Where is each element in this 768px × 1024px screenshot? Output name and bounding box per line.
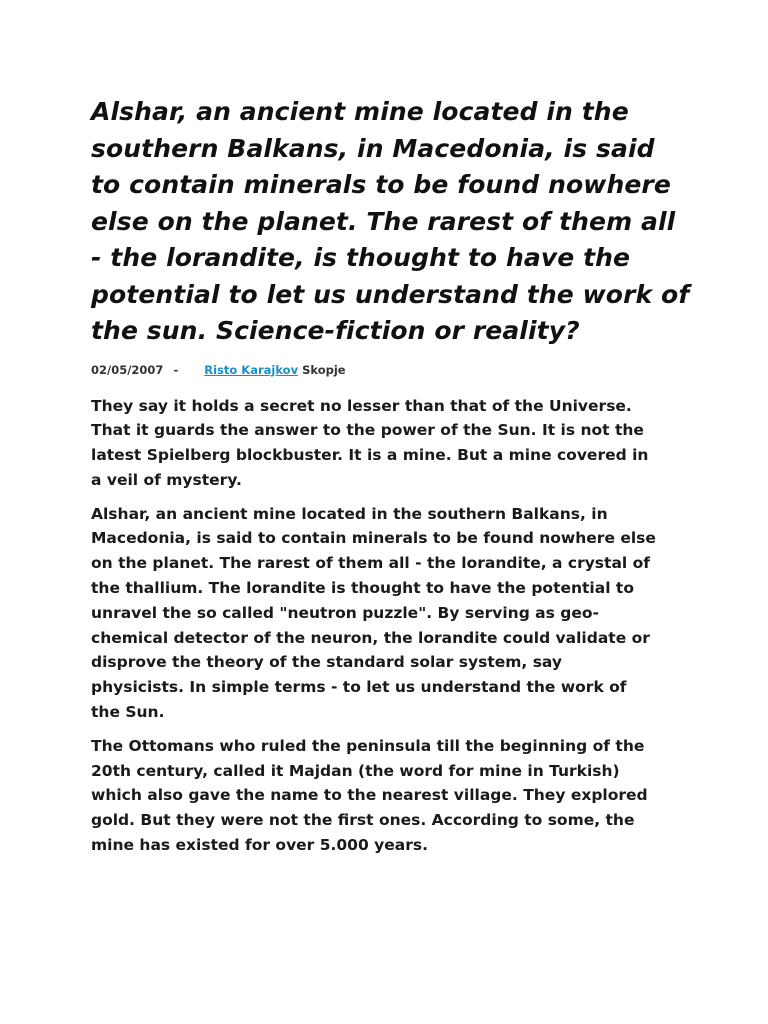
publish-date: 02/05/2007 — [91, 362, 164, 377]
article-body — [91, 394, 691, 858]
byline-separator: - — [173, 362, 179, 377]
article-headline: Alshar, an ancient mine located in the southern Balkans, in Macedonia, is said to contain minerals to be found nowhere else on the planet. The rarest of them all - the lorandite, is thought to have the potential to let us understand the work of the sun. Science-fiction or reality? — [91, 97, 690, 345]
article-paragraph: They say it holds a secret no lesser than that of the Universe. That it guards the answer to the power of the Sun. It is not the latest Spielberg blockbuster. It is a mine. But a mine covered in a veil of mystery. — [91, 396, 649, 489]
article-paragraph: Alshar, an ancient mine located in the southern Balkans, in Macedonia, is said to contain minerals to be found nowhere else on the planet. The rarest of them all - the lorandite, a crystal of the thallium. The lorandite is thought to have the potential to unravel the so called "neutron puzzle". By serving as geo-chemical detector of the neuron, the lorandite could validate or disprove the theory of the standard solar system, say physicists. In simple terms - to let us understand the work of the Sun. — [91, 504, 656, 722]
article-page — [91, 94, 691, 867]
author-link[interactable]: Risto Karajkov — [204, 362, 299, 377]
byline-location: Skopje — [302, 362, 346, 377]
article-byline — [91, 362, 691, 378]
article-paragraph: The Ottomans who ruled the peninsula till the beginning of the 20th century, called it Majdan (the word for mine in Turkish) which also gave the name to the nearest village. They explored gold. But they were not the first ones. According to some, the mine has existed for over 5.000 years. — [91, 736, 648, 855]
